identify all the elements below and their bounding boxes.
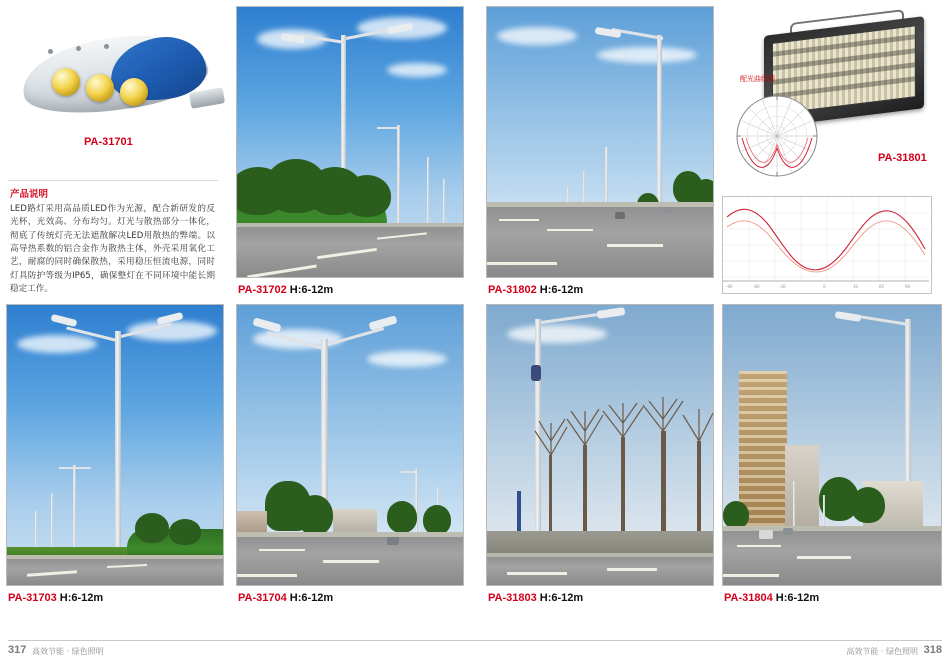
footer-note-right: 高效节能 · 绿色照明: [846, 647, 918, 656]
polar-curve-svg: [722, 86, 832, 186]
page-footer: [0, 640, 950, 662]
caption-pa31803: PA-31803 H:6-12m: [488, 592, 584, 604]
footer-note-left: 高效节能 · 绿色照明: [32, 647, 104, 656]
led-module: [52, 68, 80, 96]
caption-pa31802: PA-31802 H:6-12m: [488, 284, 584, 296]
led-module: [86, 74, 114, 102]
curve-svg: [723, 197, 929, 291]
svg-text:-60: -60: [753, 284, 760, 289]
photo-pa31704: [236, 304, 464, 586]
product-image-pa31701: [14, 16, 224, 136]
page-number-right: 318: [923, 644, 942, 656]
spec-title: 产品说明: [10, 189, 49, 200]
product-code-pa31801: PA-31801: [878, 152, 927, 164]
product-code-pa31701: PA-31701: [84, 136, 133, 148]
bolt: [48, 49, 53, 54]
photometric-polar-diagram: [722, 75, 832, 186]
svg-text:90: 90: [905, 284, 911, 289]
illuminance-curve-chart: [722, 196, 932, 294]
lamp-arm-connector: [189, 87, 225, 109]
polar-diagram-label: 配光曲线图: [740, 75, 775, 83]
photo-pa31703: [6, 304, 224, 586]
bolt: [104, 44, 109, 49]
svg-text:30: 30: [853, 284, 859, 289]
svg-text:-30: -30: [779, 284, 786, 289]
photo-pa31702: [236, 6, 464, 278]
caption-pa31804: PA-31804 H:6-12m: [724, 592, 820, 604]
caption-pa31703: PA-31703 H:6-12m: [8, 592, 104, 604]
bolt: [76, 46, 81, 51]
svg-text:0: 0: [823, 284, 826, 289]
svg-text:60: 60: [879, 284, 885, 289]
caption-pa31702: PA-31702 H:6-12m: [238, 284, 334, 296]
caption-pa31704: PA-31704 H:6-12m: [238, 592, 334, 604]
bare-tree-branches: [487, 393, 714, 503]
led-module: [120, 78, 148, 106]
photo-pa31803: [486, 304, 714, 586]
photo-pa31802: [486, 6, 714, 278]
svg-text:-90: -90: [726, 284, 733, 289]
page-number-left: 317: [8, 644, 27, 656]
photo-pa31804: [722, 304, 942, 586]
spec-body: LED路灯采用高品质LED作为光源，配合新研发的反光杯，光效高、分布均匀。灯光与散热部分一体化，彻底了传统灯壳无法遮散解决LED用散热的弊端。以高导热系数的铝合金作为散热主体，外壳采用氧化工艺，耐腐的同时确保散热，采用稳压恒流电源，同时灯具防护等级为IP65，确保整灯在不同环境中能长期稳定工作。: [10, 204, 215, 294]
